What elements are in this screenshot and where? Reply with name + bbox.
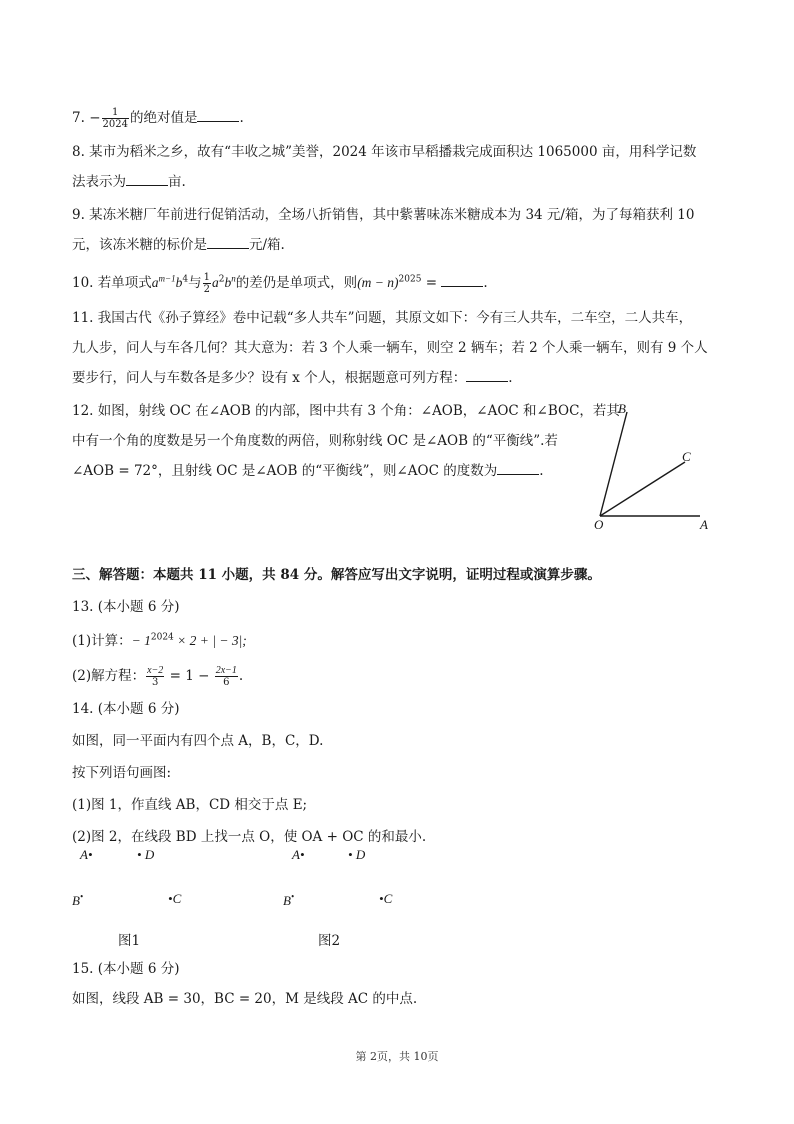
page-footer: 第 2页，共 10页 <box>355 1050 439 1063</box>
question-12-line1: 12. 如图，射线 OC 在∠AOB 的内部，图中共有 3 个角：∠AOB，∠AOC 和∠BOC，若其 <box>72 403 620 419</box>
fig2-point-a: A• <box>292 847 305 862</box>
answer-blank[interactable] <box>441 274 483 287</box>
fig1-point-d: • D <box>137 847 155 862</box>
fig1-point-c: •C <box>168 891 182 906</box>
question-13-part1: (1)计算：− $1^{2024} \times 2$ + | − 3|; <box>72 632 247 649</box>
label-a: A <box>700 517 708 532</box>
ray-ob <box>600 412 627 516</box>
fig2-caption: 图2 <box>318 933 341 949</box>
answer-blank[interactable] <box>197 109 239 122</box>
question-13-title: 13. (本小题 6 分) <box>72 599 180 615</box>
question-12-line2: 中有一个角的度数是另一个角度数的两倍，则称射线 OC 是∠AOB 的“平衡线”.若 <box>72 433 558 449</box>
question-11-line2: 九人步，问人与车各几何？其大意为：若 3 个人乘一辆车，则空 2 辆车；若 2 个人乘一辆车，则有 9 个人 <box>72 340 708 356</box>
fig1-caption: 图1 <box>118 933 141 949</box>
question-11-line1: 11. 我国古代《孙子算经》卷中记载“多人共车”问题，其原文如下：今有三人共车，二车空，二人共车， <box>72 310 693 326</box>
question-14-line2: 按下列语句画图: <box>72 765 172 781</box>
fig1-point-b: B• <box>72 891 84 908</box>
fraction: $\frac{1}{2024}$ <box>102 107 128 130</box>
question-9-line2: 元，该冻米糖的标价是 元/箱. <box>72 237 285 253</box>
ray-oc <box>600 462 685 516</box>
question-13-part2: (2)解方程： $\frac{x-2}{3}$ = 1 − $\frac{2x-1}{6}$ . <box>72 665 244 688</box>
fraction: $\frac{x-2}{3}$ <box>147 665 164 688</box>
question-14-line3: (1)图 1，作直线 AB，CD 相交于点 E; <box>72 797 308 813</box>
fraction: $\frac{1}{2}$ <box>203 272 210 295</box>
fig2-point-d: • D <box>348 847 366 862</box>
label-o: O <box>594 517 604 532</box>
question-7: 7. − $\frac{1}{2024}$ 的绝对值是 . <box>72 107 244 130</box>
fig2-point-c: •C <box>379 891 393 906</box>
answer-blank[interactable] <box>207 236 249 249</box>
label-b: B <box>618 401 626 416</box>
fraction: $\frac{2x-1}{6}$ <box>215 665 237 688</box>
angle-figure <box>590 398 720 533</box>
answer-blank[interactable] <box>497 462 539 475</box>
question-14-line1: 如图，同一平面内有四个点 A，B，C，D. <box>72 733 324 749</box>
question-8-line1: 8. 某市为稻米之乡，故有“丰收之城”美誉，2024 年该市早稻播栽完成面积达 1065000 亩，用科学记数 <box>72 144 697 160</box>
question-8-line2: 法表示为 亩. <box>72 174 186 190</box>
section-heading: 三、解答题：本题共 11 小题，共 84 分。解答应写出文字说明，证明过程或演算步骤。 <box>72 567 601 583</box>
question-14-line4: (2)图 2，在线段 BD 上找一点 O，使 OA + OC 的和最小. <box>72 829 427 845</box>
question-15-line1: 如图，线段 AB = 30，BC = 20，M 是线段 AC 的中点. <box>72 991 418 1007</box>
answer-blank[interactable] <box>126 173 168 186</box>
question-9-line1: 9. 某冻米糖厂年前进行促销活动，全场八折销售，其中紫薯味冻米糖成本为 34 元/箱，为了每箱获利 10 <box>72 207 695 223</box>
label-c: C <box>682 449 691 464</box>
answer-blank[interactable] <box>466 369 508 382</box>
question-15-title: 15. (本小题 6 分) <box>72 961 180 977</box>
fig1-point-a: A• <box>80 847 93 862</box>
question-14-title: 14. (本小题 6 分) <box>72 701 180 717</box>
question-10: 10. 若单项式$a^{m-1}b^4$与 $\frac{1}{2}$ $a^2b^n$的差仍是单项式，则$(m - n)^{2025}$ = . <box>72 272 488 295</box>
fig2-point-b: B• <box>283 891 295 908</box>
question-12-line3: ∠AOB = 72°，且射线 OC 是∠AOB 的“平衡线”，则∠AOC 的度数为 . <box>72 463 544 479</box>
question-11-line3: 要步行，问人与车数各是多少？设有 x 个人，根据题意可列方程： . <box>72 370 513 386</box>
